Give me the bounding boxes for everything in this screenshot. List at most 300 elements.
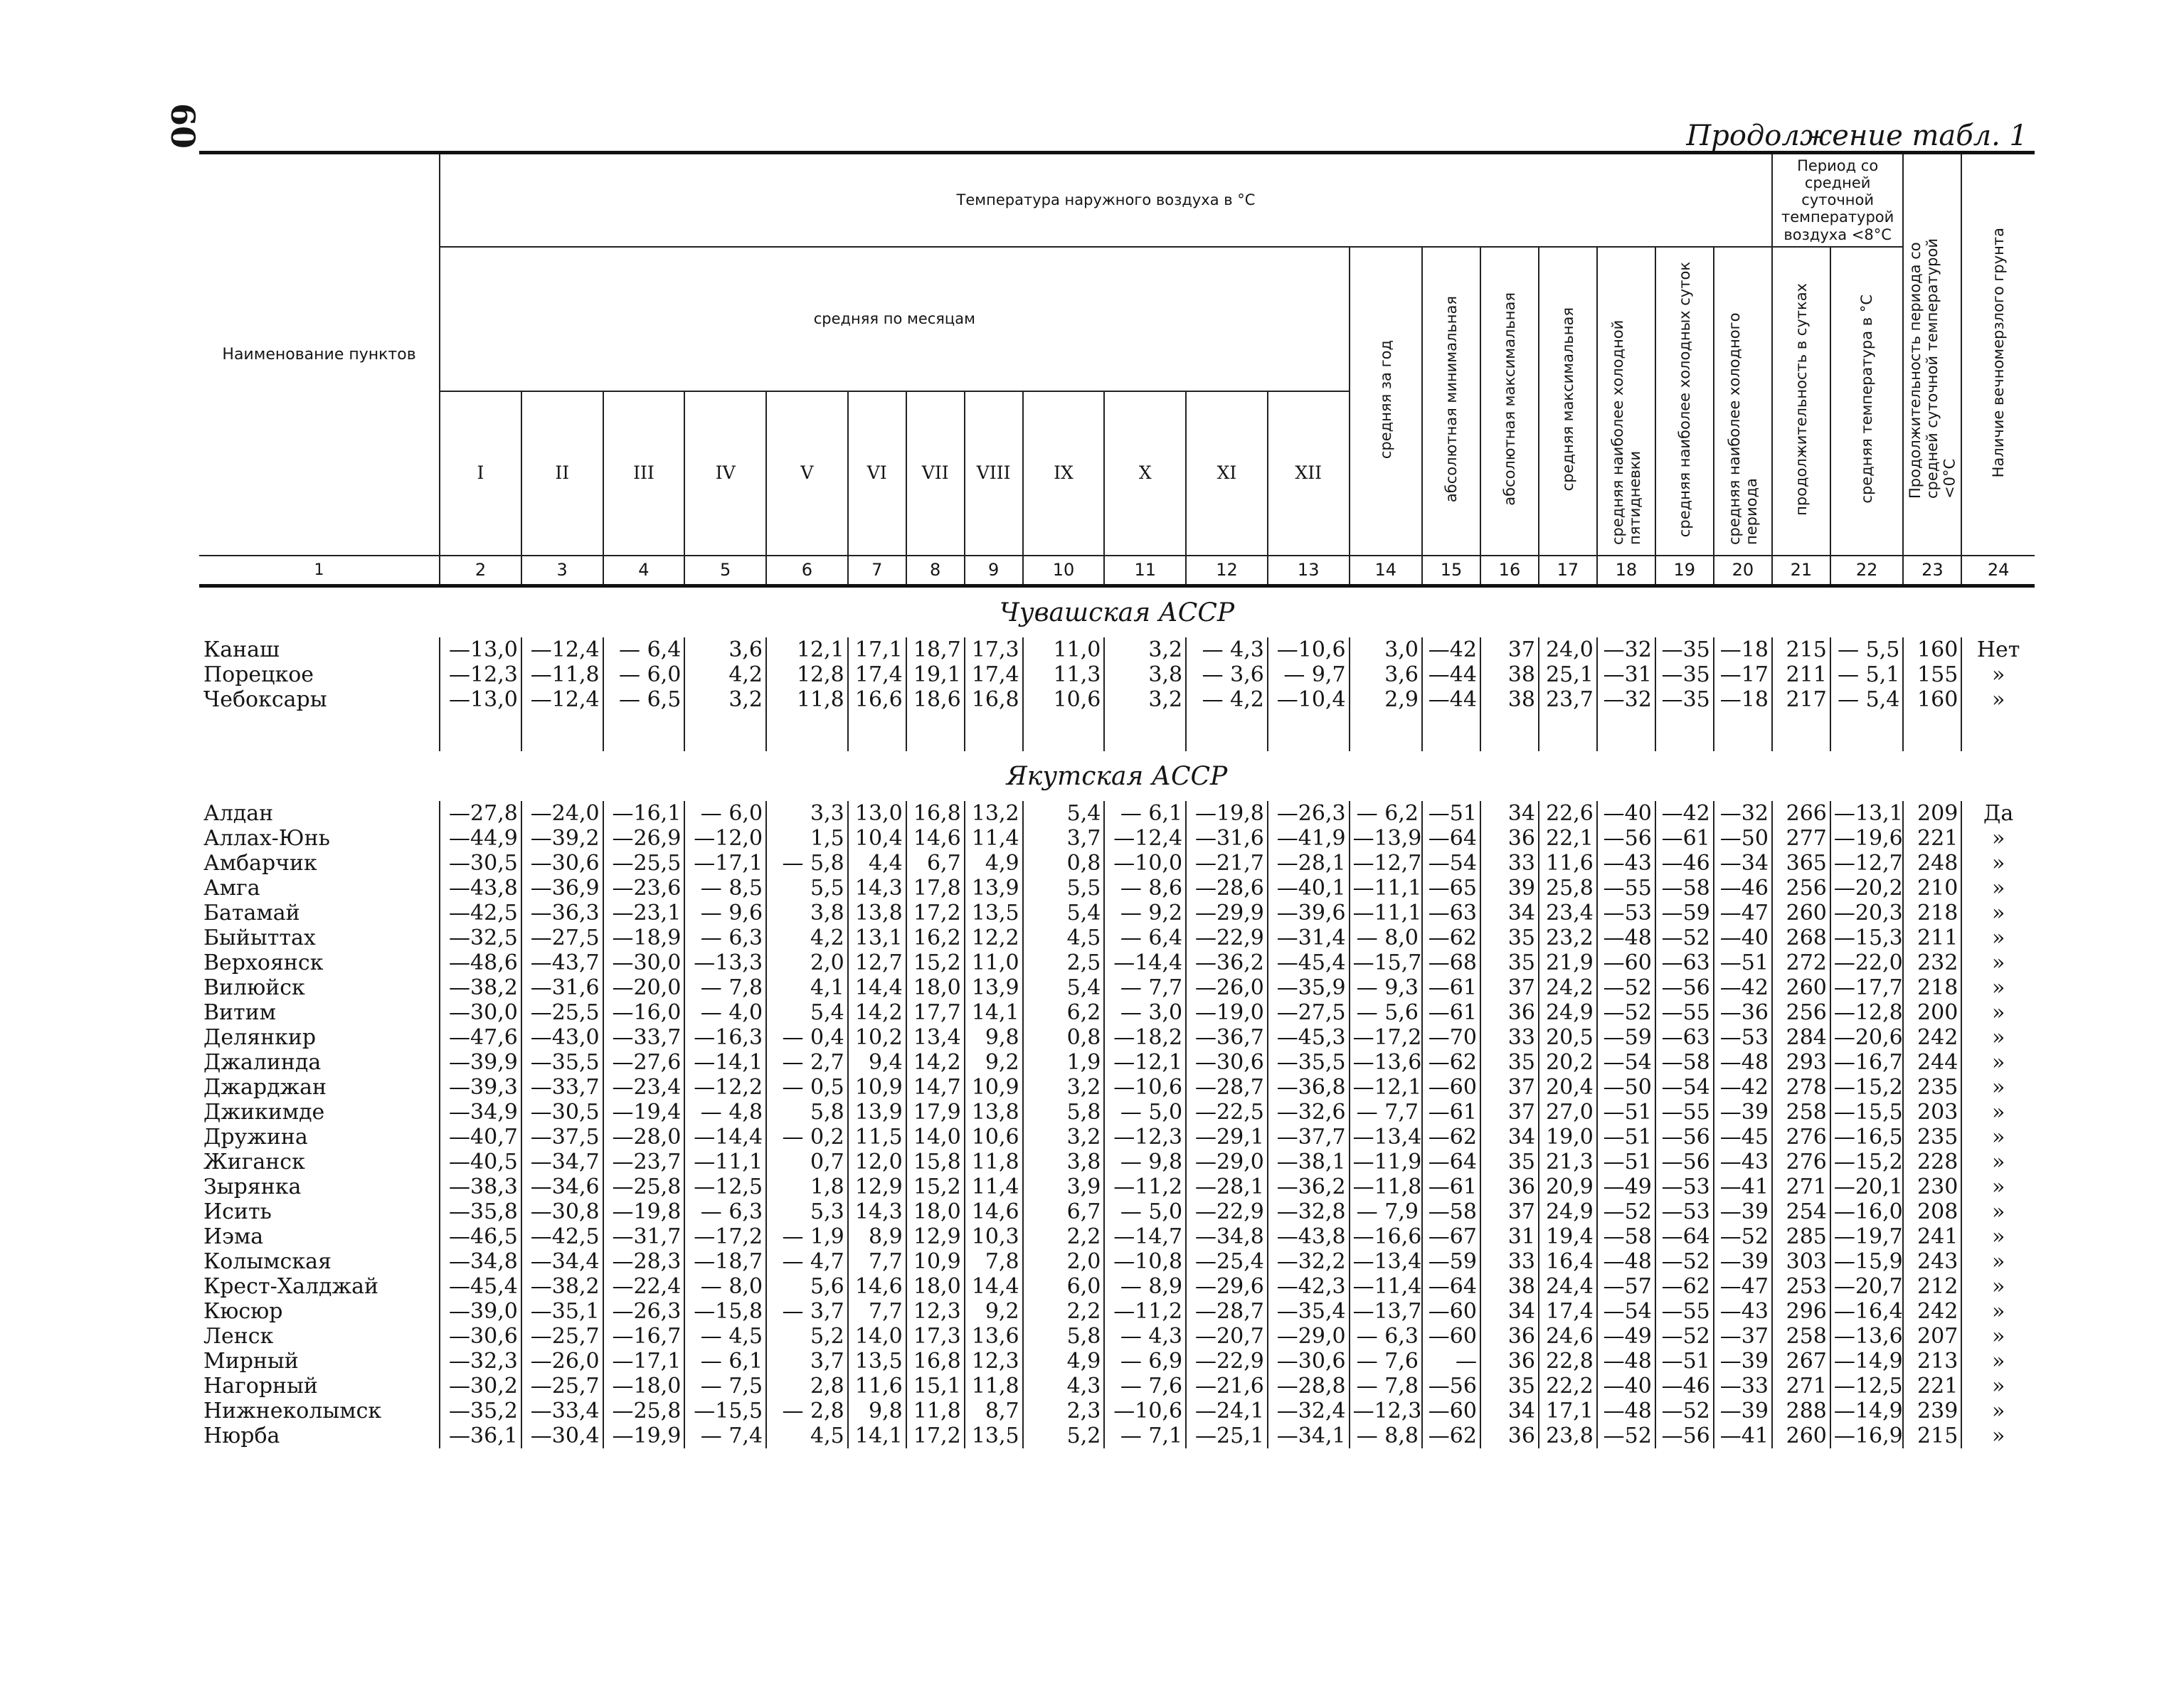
value-cell: 22,2 — [1539, 1374, 1597, 1399]
value-cell: —39 — [1714, 1349, 1772, 1374]
value-cell: —59 — [1655, 901, 1714, 926]
station-name: Витим — [199, 1000, 440, 1025]
value-cell: —29,9 — [1186, 901, 1268, 926]
table-row — [199, 826, 2035, 851]
value-cell: 34 — [1480, 1125, 1539, 1150]
value-cell: —26,0 — [521, 1349, 603, 1374]
table-row — [199, 1150, 2035, 1174]
value-cell: —59 — [1597, 1025, 1655, 1050]
value-cell: —43,8 — [1268, 1224, 1350, 1249]
value-cell: —14,4 — [684, 1125, 766, 1150]
value-cell: 2,2 — [1023, 1224, 1105, 1249]
value-cell: —28,7 — [1186, 1075, 1268, 1100]
value-cell: —40,1 — [1268, 876, 1350, 901]
permafrost-cell: » — [1961, 1050, 2035, 1075]
value-cell: —11,1 — [684, 1150, 766, 1174]
value-cell: —43 — [1714, 1150, 1772, 1174]
value-cell: —13,0 — [440, 637, 521, 662]
value-cell: —28,6 — [1186, 876, 1268, 901]
value-cell: —17,2 — [1350, 1025, 1422, 1050]
value-cell: 24,6 — [1539, 1324, 1597, 1349]
value-cell: —53 — [1655, 1174, 1714, 1199]
value-cell: 4,5 — [1023, 926, 1105, 950]
value-cell: —11,4 — [1350, 1274, 1422, 1299]
value-cell: 35 — [1480, 1050, 1539, 1075]
value-cell: —62 — [1422, 1050, 1480, 1075]
value-cell: 18,0 — [906, 975, 965, 1000]
value-cell: —52 — [1714, 1224, 1772, 1249]
value-cell: 17,8 — [906, 876, 965, 901]
value-cell: 33 — [1480, 1025, 1539, 1050]
value-cell: —41 — [1714, 1423, 1772, 1448]
value-cell: —33 — [1714, 1374, 1772, 1399]
value-cell: —44 — [1422, 662, 1480, 687]
value-cell: — 5,5 — [1830, 637, 1903, 662]
column-number: 20 — [1714, 556, 1772, 586]
month-header: II — [521, 391, 603, 556]
value-cell: 13,9 — [848, 1100, 906, 1125]
section-title: Якутская АССР — [1006, 761, 1228, 791]
header-yearly-col: средняя максимальная — [1539, 247, 1597, 556]
column-number: 19 — [1655, 556, 1714, 586]
value-cell: 9,2 — [965, 1050, 1023, 1075]
value-cell: 19,0 — [1539, 1125, 1597, 1150]
value-cell: 11,0 — [965, 950, 1023, 975]
value-cell: —16,7 — [1830, 1050, 1903, 1075]
spacer-cell — [1655, 712, 1714, 751]
permafrost-cell: » — [1961, 975, 2035, 1000]
value-cell: —62 — [1422, 926, 1480, 950]
value-cell: 160 — [1903, 637, 1961, 662]
value-cell: —10,6 — [1104, 1075, 1186, 1100]
value-cell: 4,3 — [1023, 1374, 1105, 1399]
column-number-row — [199, 556, 2035, 586]
station-name: Амбарчик — [199, 851, 440, 876]
value-cell: —47,6 — [440, 1025, 521, 1050]
value-cell: 18,6 — [906, 687, 965, 712]
value-cell: —48,6 — [440, 950, 521, 975]
value-cell: —51 — [1597, 1150, 1655, 1174]
value-cell: —52 — [1655, 1249, 1714, 1274]
value-cell: 39 — [1480, 876, 1539, 901]
value-cell: 284 — [1772, 1025, 1830, 1050]
value-cell: —12,4 — [521, 687, 603, 712]
value-cell: —42,5 — [521, 1224, 603, 1249]
spacer-row — [199, 712, 2035, 751]
value-cell: —39,0 — [440, 1299, 521, 1324]
value-cell: —38,2 — [521, 1274, 603, 1299]
value-cell: 200 — [1903, 1000, 1961, 1025]
station-name: Верхоянск — [199, 950, 440, 975]
value-cell: 23,4 — [1539, 901, 1597, 926]
value-cell: —31,4 — [1268, 926, 1350, 950]
header-yearly-col: абсолютная максимальная — [1480, 247, 1539, 556]
value-cell: —25,7 — [521, 1374, 603, 1399]
value-cell: — 6,0 — [684, 801, 766, 826]
header-yearly-col: абсолютная минимальная — [1422, 247, 1480, 556]
value-cell: 14,4 — [965, 1274, 1023, 1299]
station-name: Крест-Халджай — [199, 1274, 440, 1299]
value-cell: —17,7 — [1830, 975, 1903, 1000]
station-name: Зырянка — [199, 1174, 440, 1199]
value-cell: — 6,1 — [684, 1349, 766, 1374]
value-cell: — 6,4 — [1104, 926, 1186, 950]
table-row — [199, 1100, 2035, 1125]
value-cell: — 7,5 — [684, 1374, 766, 1399]
value-cell: 27,0 — [1539, 1100, 1597, 1125]
value-cell: 37 — [1480, 1075, 1539, 1100]
column-number: 16 — [1480, 556, 1539, 586]
value-cell: —22,9 — [1186, 1199, 1268, 1224]
table-row — [199, 1423, 2035, 1448]
value-cell: 13,5 — [965, 901, 1023, 926]
permafrost-cell: » — [1961, 1399, 2035, 1423]
spacer-cell — [1961, 712, 2035, 751]
value-cell: —34,8 — [1186, 1224, 1268, 1249]
value-cell: 21,9 — [1539, 950, 1597, 975]
value-cell: —12,5 — [1830, 1374, 1903, 1399]
value-cell: 2,0 — [1023, 1249, 1105, 1274]
value-cell: 10,2 — [848, 1025, 906, 1050]
value-cell: —54 — [1597, 1299, 1655, 1324]
value-cell: 14,6 — [848, 1274, 906, 1299]
value-cell: 14,2 — [848, 1000, 906, 1025]
value-cell: 0,8 — [1023, 1025, 1105, 1050]
value-cell: —29,0 — [1186, 1150, 1268, 1174]
section-row — [199, 586, 2035, 638]
value-cell: —40 — [1597, 1374, 1655, 1399]
value-cell: —12,0 — [684, 826, 766, 851]
value-cell: —27,5 — [521, 926, 603, 950]
value-cell: 36 — [1480, 1324, 1539, 1349]
value-cell: —31,6 — [521, 975, 603, 1000]
month-header: V — [766, 391, 848, 556]
value-cell: —42 — [1655, 801, 1714, 826]
value-cell: —30,0 — [603, 950, 685, 975]
value-cell: — 7,6 — [1104, 1374, 1186, 1399]
value-cell: 13,6 — [965, 1324, 1023, 1349]
value-cell: 3,2 — [1104, 637, 1186, 662]
value-cell: —10,0 — [1104, 851, 1186, 876]
value-cell: 242 — [1903, 1025, 1961, 1050]
value-cell: —64 — [1422, 1274, 1480, 1299]
value-cell: 271 — [1772, 1174, 1830, 1199]
value-cell: 23,2 — [1539, 926, 1597, 950]
value-cell: 288 — [1772, 1399, 1830, 1423]
value-cell: — 1,9 — [766, 1224, 848, 1249]
value-cell: 15,8 — [906, 1150, 965, 1174]
value-cell: 13,8 — [965, 1100, 1023, 1125]
value-cell: —59 — [1422, 1249, 1480, 1274]
value-cell: — 6,3 — [684, 1199, 766, 1224]
column-number: 6 — [766, 556, 848, 586]
value-cell: 12,2 — [965, 926, 1023, 950]
value-cell: —20,0 — [603, 975, 685, 1000]
value-cell: —12,3 — [1350, 1399, 1422, 1423]
value-cell: —22,9 — [1186, 926, 1268, 950]
value-cell: 17,1 — [848, 637, 906, 662]
value-cell: —13,6 — [1350, 1050, 1422, 1075]
value-cell: 2,2 — [1023, 1299, 1105, 1324]
value-cell: —16,4 — [1830, 1299, 1903, 1324]
value-cell: —39,3 — [440, 1075, 521, 1100]
value-cell: —10,4 — [1268, 687, 1350, 712]
value-cell: — 6,5 — [603, 687, 685, 712]
value-cell: —52 — [1597, 1199, 1655, 1224]
permafrost-cell: » — [1961, 1000, 2035, 1025]
value-cell: — 8,0 — [684, 1274, 766, 1299]
value-cell: 235 — [1903, 1075, 1961, 1100]
value-cell: 24,4 — [1539, 1274, 1597, 1299]
value-cell: 14,2 — [906, 1050, 965, 1075]
value-cell: —11,1 — [1350, 876, 1422, 901]
value-cell: — 4,2 — [1186, 687, 1268, 712]
value-cell: —15,2 — [1830, 1075, 1903, 1100]
value-cell: —47 — [1714, 1274, 1772, 1299]
value-cell: 12,7 — [848, 950, 906, 975]
month-header: IV — [684, 391, 766, 556]
permafrost-cell: » — [1961, 1174, 2035, 1199]
value-cell: 19,4 — [1539, 1224, 1597, 1249]
value-cell: 9,4 — [848, 1050, 906, 1075]
value-cell: —25,8 — [603, 1174, 685, 1199]
value-cell: —12,8 — [1830, 1000, 1903, 1025]
value-cell: —30,5 — [440, 851, 521, 876]
column-number: 10 — [1023, 556, 1105, 586]
value-cell: —19,7 — [1830, 1224, 1903, 1249]
value-cell: —63 — [1422, 901, 1480, 926]
header-period-col: средняя температура в °С — [1830, 247, 1903, 556]
value-cell: — 7,8 — [1350, 1374, 1422, 1399]
value-cell: —30,8 — [521, 1199, 603, 1224]
value-cell: —27,5 — [1268, 1000, 1350, 1025]
value-cell: —42 — [1714, 975, 1772, 1000]
value-cell: —12,5 — [684, 1174, 766, 1199]
value-cell: —18,9 — [603, 926, 685, 950]
value-cell: —40 — [1597, 801, 1655, 826]
value-cell: 1,5 — [766, 826, 848, 851]
value-cell: 21,3 — [1539, 1150, 1597, 1174]
value-cell: —32,2 — [1268, 1249, 1350, 1274]
value-cell: —10,6 — [1104, 1399, 1186, 1423]
permafrost-cell: » — [1961, 1374, 2035, 1399]
value-cell: 228 — [1903, 1150, 1961, 1174]
value-cell: —45,3 — [1268, 1025, 1350, 1050]
table-row — [199, 1274, 2035, 1299]
header-yearly-col: средняя наиболее холодной пятидневки — [1597, 247, 1655, 556]
value-cell: 256 — [1772, 876, 1830, 901]
value-cell: —16,6 — [1350, 1224, 1422, 1249]
value-cell: 13,5 — [965, 1423, 1023, 1448]
value-cell: — 9,3 — [1350, 975, 1422, 1000]
station-name: Нижнеколымск — [199, 1399, 440, 1423]
value-cell: —52 — [1655, 1399, 1714, 1423]
spacer-cell — [1539, 712, 1597, 751]
value-cell: 13,8 — [848, 901, 906, 926]
value-cell: —17,1 — [603, 1349, 685, 1374]
station-name: Ленск — [199, 1324, 440, 1349]
value-cell: 2,8 — [766, 1374, 848, 1399]
value-cell: — 3,0 — [1104, 1000, 1186, 1025]
value-cell: —52 — [1655, 926, 1714, 950]
value-cell: —48 — [1597, 1349, 1655, 1374]
value-cell: 4,2 — [766, 926, 848, 950]
value-cell: —35,5 — [1268, 1050, 1350, 1075]
value-cell: —51 — [1655, 1349, 1714, 1374]
table-row — [199, 876, 2035, 901]
value-cell: —25,8 — [603, 1399, 685, 1423]
value-cell: —31 — [1597, 662, 1655, 687]
value-cell: —13,7 — [1350, 1299, 1422, 1324]
value-cell: —39,9 — [440, 1050, 521, 1075]
value-cell: 18,0 — [906, 1199, 965, 1224]
value-cell: 15,2 — [906, 1174, 965, 1199]
value-cell: 254 — [1772, 1199, 1830, 1224]
table-row — [199, 687, 2035, 712]
spacer-cell — [1104, 712, 1186, 751]
value-cell: —46,5 — [440, 1224, 521, 1249]
value-cell: 12,3 — [965, 1349, 1023, 1374]
value-cell: 14,3 — [848, 1199, 906, 1224]
value-cell: —20,7 — [1830, 1274, 1903, 1299]
value-cell: 268 — [1772, 926, 1830, 950]
value-cell: 23,8 — [1539, 1423, 1597, 1448]
value-cell: —30,6 — [440, 1324, 521, 1349]
permafrost-cell: Да — [1961, 801, 2035, 826]
value-cell: —35,9 — [1268, 975, 1350, 1000]
permafrost-cell: » — [1961, 1274, 2035, 1299]
table-row — [199, 901, 2035, 926]
header-group-main: Температура наружного воздуха в °С — [440, 153, 1772, 247]
permafrost-cell: » — [1961, 1150, 2035, 1174]
value-cell: 17,4 — [1539, 1299, 1597, 1324]
value-cell: 221 — [1903, 1374, 1961, 1399]
value-cell: 35 — [1480, 950, 1539, 975]
value-cell: 0,8 — [1023, 851, 1105, 876]
value-cell: 35 — [1480, 1374, 1539, 1399]
value-cell: —26,3 — [1268, 801, 1350, 826]
table-row — [199, 950, 2035, 975]
value-cell: —24,0 — [521, 801, 603, 826]
value-cell: —28,1 — [1186, 1174, 1268, 1199]
value-cell: 244 — [1903, 1050, 1961, 1075]
value-cell: —21,7 — [1186, 851, 1268, 876]
value-cell: —56 — [1655, 1423, 1714, 1448]
value-cell: —33,7 — [603, 1025, 685, 1050]
value-cell: 5,4 — [1023, 801, 1105, 826]
permafrost-cell: » — [1961, 1423, 2035, 1448]
value-cell: — 0,2 — [766, 1125, 848, 1150]
value-cell: —35,1 — [521, 1299, 603, 1324]
value-cell: 260 — [1772, 901, 1830, 926]
value-cell: —32,3 — [440, 1349, 521, 1374]
value-cell: —60 — [1597, 950, 1655, 975]
value-cell: 260 — [1772, 975, 1830, 1000]
value-cell: —52 — [1655, 1324, 1714, 1349]
value-cell: 16,2 — [906, 926, 965, 950]
value-cell: 10,9 — [848, 1075, 906, 1100]
value-cell: —60 — [1422, 1399, 1480, 1423]
value-cell: —15,5 — [684, 1399, 766, 1423]
value-cell: 5,3 — [766, 1199, 848, 1224]
header-stub: Наименование пунктов — [199, 153, 440, 556]
table-row — [199, 1399, 2035, 1423]
value-cell: —12,1 — [1350, 1075, 1422, 1100]
value-cell: —46 — [1655, 851, 1714, 876]
value-cell: —46 — [1714, 876, 1772, 901]
value-cell: —11,8 — [521, 662, 603, 687]
value-cell: —20,7 — [1186, 1324, 1268, 1349]
value-cell: 14,3 — [848, 876, 906, 901]
value-cell: —62 — [1422, 1125, 1480, 1150]
column-number: 21 — [1772, 556, 1830, 586]
value-cell: 13,9 — [965, 876, 1023, 901]
value-cell: —20,3 — [1830, 901, 1903, 926]
value-cell: 12,9 — [848, 1174, 906, 1199]
value-cell: 10,4 — [848, 826, 906, 851]
column-number: 1 — [199, 556, 440, 586]
value-cell: —30,6 — [1186, 1050, 1268, 1075]
value-cell: —30,6 — [1268, 1349, 1350, 1374]
station-name: Джалинда — [199, 1050, 440, 1075]
value-cell: —15,7 — [1350, 950, 1422, 975]
value-cell: —28,7 — [1186, 1299, 1268, 1324]
value-cell: 16,4 — [1539, 1249, 1597, 1274]
permafrost-cell: » — [1961, 1025, 2035, 1050]
value-cell: — — [1422, 1349, 1480, 1374]
value-cell: —41 — [1714, 1174, 1772, 1199]
header-yearly-col: средняя за год — [1350, 247, 1422, 556]
value-cell: —62 — [1422, 1423, 1480, 1448]
value-cell: —62 — [1655, 1274, 1714, 1299]
value-cell: 38 — [1480, 687, 1539, 712]
value-cell: — 7,7 — [1350, 1100, 1422, 1125]
value-cell: — 9,7 — [1268, 662, 1350, 687]
value-cell: — 6,0 — [603, 662, 685, 687]
column-number: 4 — [603, 556, 685, 586]
value-cell: —15,8 — [684, 1299, 766, 1324]
value-cell: —64 — [1655, 1224, 1714, 1249]
value-cell: 218 — [1903, 901, 1961, 926]
value-cell: —32,5 — [440, 926, 521, 950]
permafrost-cell: » — [1961, 687, 2035, 712]
header-permafrost-col: Наличие вечномерзлого грунта — [1961, 153, 2035, 556]
value-cell: —43,8 — [440, 876, 521, 901]
value-cell: 293 — [1772, 1050, 1830, 1075]
value-cell: 37 — [1480, 975, 1539, 1000]
value-cell: 212 — [1903, 1274, 1961, 1299]
header-period-col: продолжительность в сутках — [1772, 247, 1830, 556]
value-cell: 4,9 — [965, 851, 1023, 876]
value-cell: 208 — [1903, 1199, 1961, 1224]
value-cell: 35 — [1480, 1150, 1539, 1174]
spacer-cell — [1714, 712, 1772, 751]
header-duration-col: Продолжительность периода со средней суточной температурой <0°С — [1903, 153, 1961, 556]
value-cell: 16,8 — [906, 1349, 965, 1374]
value-cell: 2,0 — [766, 950, 848, 975]
column-number: 3 — [521, 556, 603, 586]
table-row — [199, 926, 2035, 950]
value-cell: 34 — [1480, 801, 1539, 826]
permafrost-cell: » — [1961, 1224, 2035, 1249]
value-cell: —20,6 — [1830, 1025, 1903, 1050]
climate-table — [199, 151, 2035, 1448]
spacer-cell — [1480, 712, 1539, 751]
value-cell: —22,0 — [1830, 950, 1903, 975]
value-cell: —30,0 — [440, 1000, 521, 1025]
permafrost-cell: » — [1961, 1324, 2035, 1349]
value-cell: 22,1 — [1539, 826, 1597, 851]
